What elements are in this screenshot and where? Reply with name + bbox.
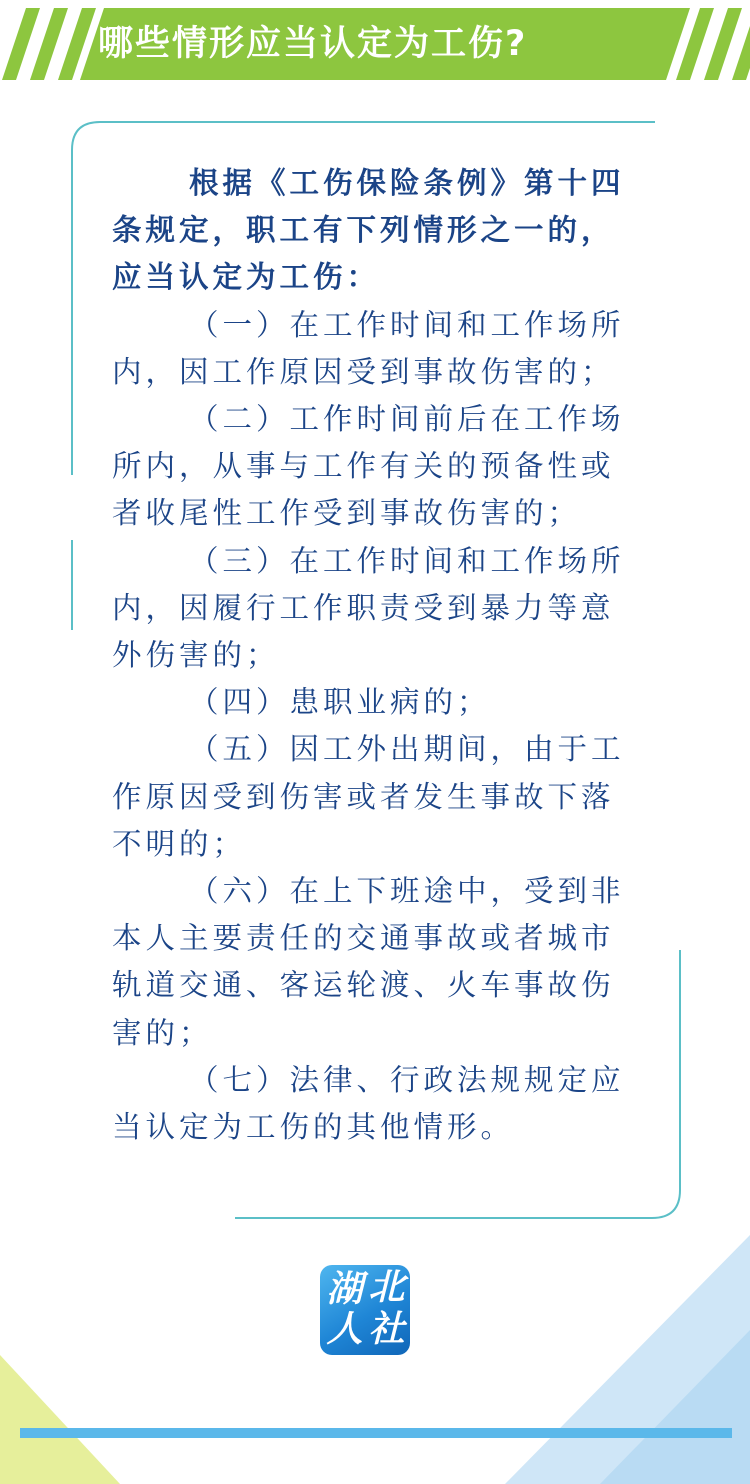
list-item: （四）患职业病的； <box>189 685 491 720</box>
corner-triangle-yellow <box>0 1355 120 1484</box>
list-item: （七）法律、行政法规规定应当认定为工伤的其他情形。 <box>112 1062 625 1145</box>
logo-char: 北 <box>368 1266 405 1308</box>
list-item: （二）工作时间前后在工作场所内，从事与工作有关的预备性或者收尾性工作受到事故伤害的； <box>112 402 625 531</box>
header-stripe <box>732 26 750 80</box>
logo-char: 社 <box>368 1308 405 1350</box>
bottom-accent-bar <box>20 1428 732 1438</box>
list-item: （三）在工作时间和工作场所内，因履行工作职责受到暴力等意外伤害的； <box>112 543 625 673</box>
list-item: （六）在上下班途中，受到非本人主要责任的交通事故或者城市轨道交通、客运轮渡、火车事故伤害的； <box>112 874 625 1050</box>
list-item: （五）因工外出期间，由于工作原因受到伤害或者发生事故下落不明的； <box>112 732 625 861</box>
logo-char: 人 <box>326 1308 363 1350</box>
hubei-hrss-logo <box>320 1265 410 1355</box>
article-body <box>112 160 642 1151</box>
logo-char: 湖 <box>326 1268 363 1310</box>
intro-paragraph: 根据《工伤保险条例》第十四条规定，职工有下列情形之一的，应当认定为工伤： <box>112 166 625 295</box>
page-title: 哪些情形应当认定为工伤? <box>98 24 528 64</box>
list-item: （一）在工作时间和工作场所内，因工作原因受到事故伤害的； <box>112 307 625 389</box>
